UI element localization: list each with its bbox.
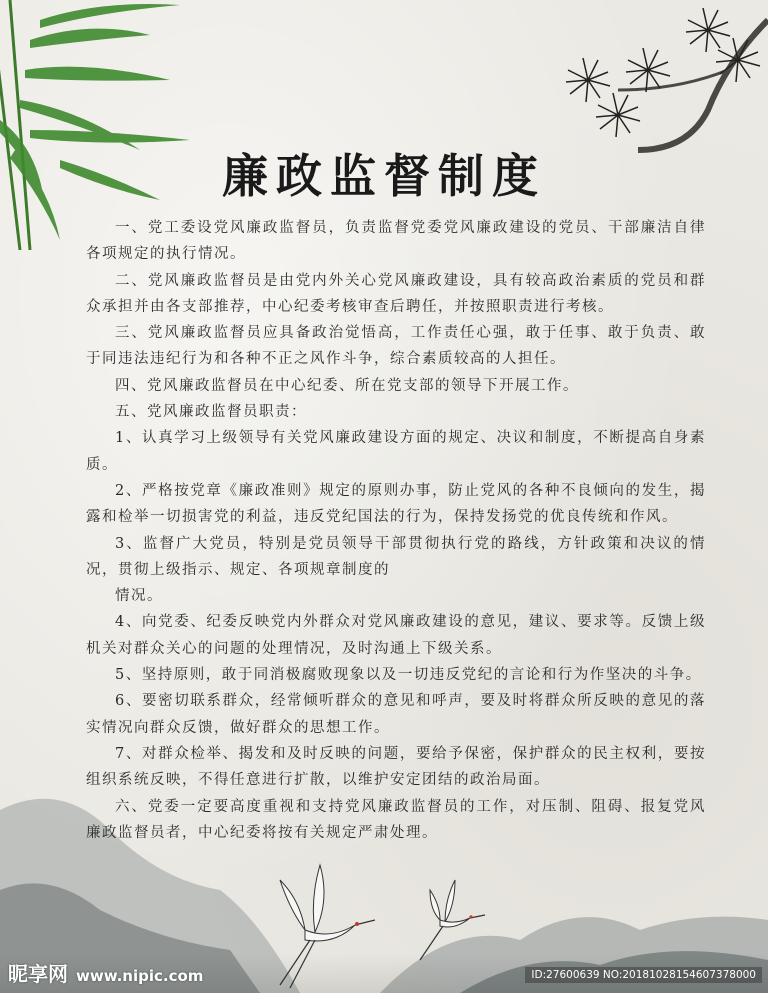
watermark-logo	[8, 958, 203, 987]
duty-6: 6、要密切联系群众，经常倾听群众的意见和呼声，要及时将群众所反映的意见的落实情况向群众反馈，做好群众的思想工作。	[86, 693, 706, 736]
watermark-bar	[0, 953, 768, 993]
watermark-id: ID:27600639 NO:20181028154607378000	[525, 967, 762, 983]
paragraph-4: 四、党风廉政监督员在中心纪委、所在党支部的领导下开展工作。	[115, 377, 579, 394]
duty-7: 7、对群众检举、揭发和及时反映的问题，要给予保密，保护群众的民主权利，要按组织系统反映，不得任意进行扩散，以维护安定团结的政治局面。	[86, 745, 706, 789]
regulation-body	[86, 215, 706, 846]
paragraph-5: 五、党风廉政监督员职责：	[115, 404, 307, 421]
duty-5: 5、坚持原则，敢于同消极腐败现象以及一切违反党纪的言论和行为作坚决的斗争。	[115, 667, 702, 684]
paragraph-6: 六、党委一定要高度重视和支持党风廉政监督员的工作，对压制、阻碍、报复党风廉政监督员者，中心纪委将按有关规定严肃处理。	[86, 798, 706, 841]
watermark-logo-text: 昵享网	[8, 962, 68, 986]
duty-2: 2、严格按党章《廉政准则》规定的原则办事，防止党风的各种不良倾向的发生，揭露和检举一切损害党的利益，违反党纪国法的行为，保持发扬党的优良传统和作风。	[86, 482, 706, 526]
duty-3: 3、监督广大党员，特别是党员领导干部贯彻执行党的路线，方针政策和决议的情况，贯彻上级指示、规定、各项规章制度的	[86, 535, 706, 578]
page-title: 廉政监督制度	[222, 149, 546, 203]
paragraph-3: 三、党风廉政监督员应具备政治觉悟高，工作责任心强，敢于任事、敢于负责、敢于同违法违纪行为和各种不正之风作斗争，综合素质较高的人担任。	[86, 325, 706, 368]
duty-4: 4、向党委、纪委反映党内外群众对党风廉政建设的意见，建议、要求等。反馈上级机关对群众关心的问题的处理情况，及时沟通上下级关系。	[86, 614, 706, 657]
watermark-url: www.nipic.com	[76, 967, 204, 985]
paragraph-1: 一、党工委设党风廉政监督员，负责监督党委党风廉政建设的党员、干部廉洁自律各项规定的执行情况。	[86, 220, 706, 263]
bamboo-decoration	[0, 0, 200, 250]
paragraph-2: 二、党风廉政监督员是由党内外关心党风廉政建设，具有较高政治素质的党员和群众承担并由各支部推荐，中心纪委考核审查后聘任，并按照职责进行考核。	[86, 272, 706, 315]
duty-3-continued: 情况。	[115, 588, 163, 605]
duty-1: 1、认真学习上级领导有关党风廉政建设方面的规定、决议和制度，不断提高自身素质。	[86, 430, 706, 473]
